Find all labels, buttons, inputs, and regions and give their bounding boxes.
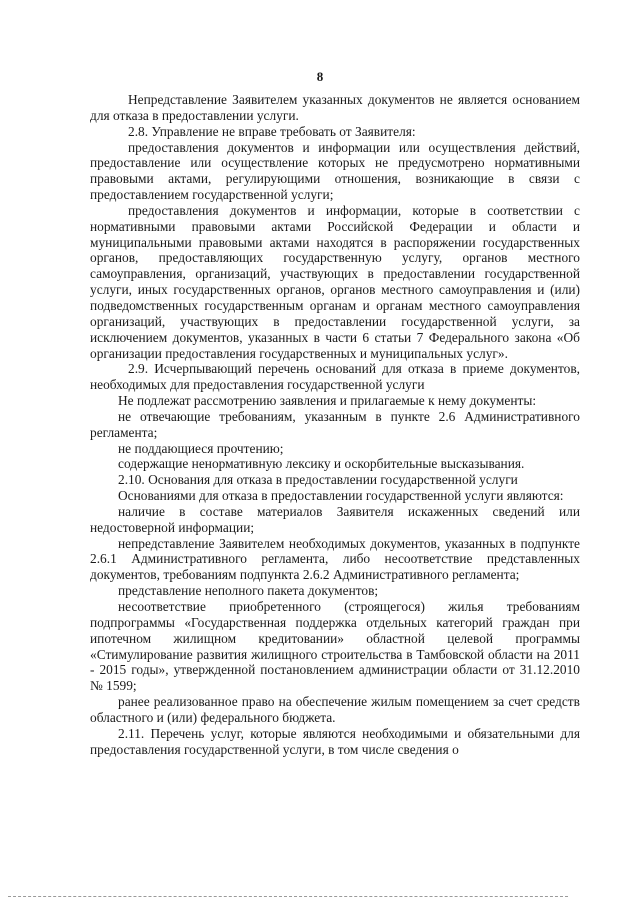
paragraph-2-8-item-2: предоставления документов и информации, которые в соответствии с нормативными правовыми актами Российской Федерации и области и муниципальными правовыми актами находятся в распоряжении государственных органов, предоставляющих государственную услугу, органов местного самоуправления, организаций, участвующих в предоставлении государственной услуги, иных государственных органов, органов местного самоуправления и (или) подведомственных государственным органам и органам местного самоуправления организаций, участвующих в предоставлении государственной услуги, за исключением документов, указанных в части 6 статьи 7 Федерального закона «Об организации предоставления государственных и муниципальных услуг». (90, 202, 580, 361)
paragraph-2-9-item-3: содержащие ненормативную лексику и оскорбительные высказывания. (118, 456, 525, 472)
paragraph-non-submission: Непредставление Заявителем указанных документов не является основанием для отказа в предоставлении услуги. (90, 92, 580, 123)
paragraph-2-10-item-3: представление неполного пакета документов; (118, 583, 379, 599)
paragraph-2-8-heading: 2.8. Управление не вправе требовать от Заявителя: (128, 123, 416, 139)
paragraph-2-10-item-1: наличие в составе материалов Заявителя искаженных сведений или недостоверной информации; (90, 503, 580, 535)
paragraph-2-9-item-2: не поддающиеся прочтению; (118, 440, 284, 456)
paragraph-2-10-heading: 2.10. Основания для отказа в предоставлении государственной услуги (118, 472, 518, 488)
footer-divider (8, 896, 568, 897)
paragraph-2-10-intro: Основаниями для отказа в предоставлении государственной услуги являются: (118, 488, 564, 504)
paragraph-2-11-heading: 2.11. Перечень услуг, которые являются необходимыми и обязательными для предоставления государственной услуги, в том числе сведения о (90, 725, 580, 757)
paragraph-2-10-item-2: непредставление Заявителем необходимых документов, указанных в подпункте 2.6.1 Административного регламента, либо несоответствие представленных документов, требованиям подпункта 2.6.2 Административного регламента; (90, 535, 580, 583)
paragraph-2-8-item-1: предоставления документов и информации или осуществления действий, предоставление или осуществление которых не предусмотрено нормативными правовыми актами, регулирующими отношения, возникающие в связи с предоставлением государственной услуги; (90, 139, 580, 203)
paragraph-2-9-item-1: не отвечающие требованиям, указанным в пункте 2.6 Административного регламента; (90, 408, 580, 440)
paragraph-2-10-item-4: несоответствие приобретенного (строящегося) жилья требованиям подпрограммы «Государственная поддержка отдельных категорий граждан при ипотечном жилищном кредитовании» областной целевой программы «Стимулирование развития жилищного строительства в Тамбовской области на 2011 - 2015 годы», утвержденной постановлением администрации области от 31.12.2010 № 1599; (90, 599, 580, 694)
paragraph-2-10-item-5: ранее реализованное право на обеспечение жилым помещением за счет средств областного и (или) федерального бюджета. (90, 694, 580, 725)
page-number: 8 (316, 69, 324, 84)
document-body (90, 92, 580, 757)
paragraph-2-9-heading: 2.9. Исчерпывающий перечень оснований для отказа в приеме документов, необходимых для предоставления государственной услуги (90, 361, 580, 393)
paragraph-2-9-intro: Не подлежат рассмотрению заявления и прилагаемые к нему документы: (118, 393, 537, 409)
